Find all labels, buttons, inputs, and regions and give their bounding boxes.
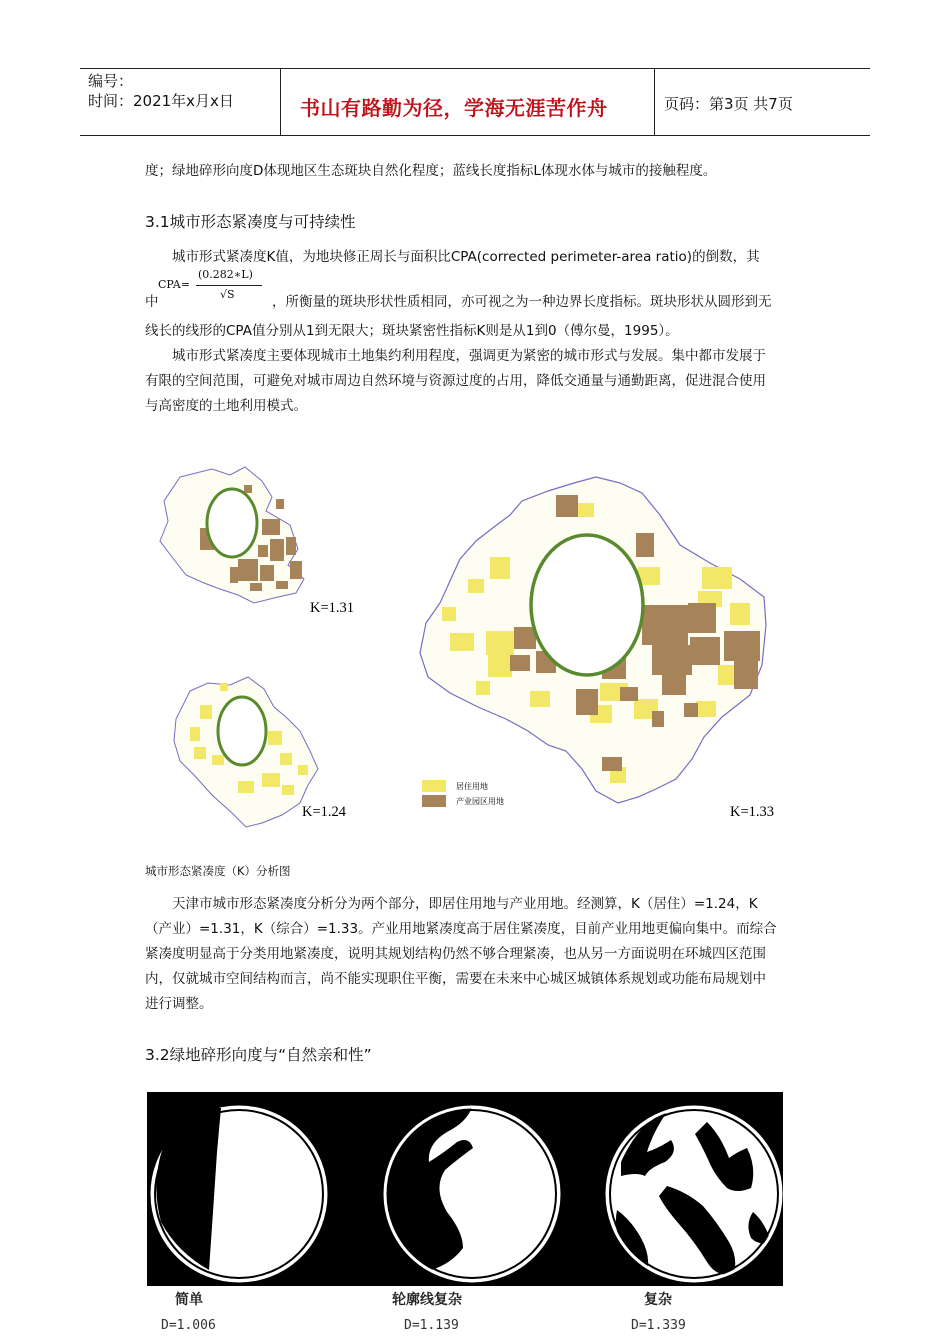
paragraph-line: 有限的空间范围，可避免对城市周边自然环境与资源过度的占用，降低交通量与通勤距离，促进混合使用 xyxy=(145,373,766,389)
map-overall xyxy=(420,477,766,803)
fraction-bar xyxy=(196,285,262,286)
k-value-overall: K=1.33 xyxy=(730,804,775,820)
legend-industrial: 产业园区用地 xyxy=(456,797,504,806)
paragraph-line: 与高密度的土地利用模式。 xyxy=(145,398,307,414)
paragraph-line: ，所衡量的斑块形状性质相同，亦可视之为一种边界长度指标。斑块形状从圆形到无 xyxy=(272,294,772,310)
legend-swatch-industrial xyxy=(422,795,446,807)
fractal-figure xyxy=(147,1092,783,1286)
formula-numerator: (0.282∗L) xyxy=(198,268,253,281)
k-value-residential: K=1.24 xyxy=(302,804,347,820)
fractal-circle-simple xyxy=(152,1107,326,1281)
map-residential xyxy=(174,677,318,827)
fractal-circle-complex xyxy=(607,1107,781,1281)
cpa-formula xyxy=(158,268,268,310)
header-page-info: 页码：第3页 共7页 xyxy=(664,95,793,113)
legend-swatch-residential xyxy=(422,780,446,792)
paragraph-line: 中 xyxy=(145,294,159,310)
paragraph-line: 紧凑度明显高于分类用地紧凑度，说明其规划结构仍然不够合理紧凑，也从另一方面说明在环城四区范围 xyxy=(145,946,766,962)
k-value-industrial: K=1.31 xyxy=(310,600,355,616)
map-industrial xyxy=(160,467,304,603)
paragraph-line: （产业）=1.31，K（综合）=1.33。产业用地紧凑度高于居住紧凑度，目前产业用地更偏向集中。而综合 xyxy=(145,921,777,937)
header-bottom-rule xyxy=(80,135,870,136)
fractal-label: 复杂 xyxy=(644,1292,672,1308)
formula-denominator: √S xyxy=(220,288,235,301)
fractal-label: 轮廓线复杂 xyxy=(392,1292,462,1308)
header-top-rule xyxy=(80,68,870,69)
paragraph-line: 城市形式紧凑度主要体现城市土地集约利用程度，强调更为紧密的城市形式与发展。集中都市发展于 xyxy=(172,348,766,364)
section-title-3-2: 3.2绿地碎形向度与“自然亲和性” xyxy=(145,1046,372,1064)
fractal-label: 简单 xyxy=(175,1292,203,1308)
paragraph-line: 内，仅就城市空间结构而言，尚不能实现职住平衡，需要在未来中心城区城镇体系规划或功能布局规划中 xyxy=(145,971,766,987)
paragraph-line: 线长的线形的CPA值分别从1到无限大；斑块紧密性指标K则是从1到0（傅尔曼，1995）。 xyxy=(145,323,679,339)
header-time: 时间：2021年x月x日 xyxy=(88,92,234,110)
paragraph-line: 城市形式紧凑度K值，为地块修正周长与面积比CPA(corrected perimeter-area ratio)的倒数，其 xyxy=(172,249,760,265)
section-title-3-1: 3.1城市形态紧凑度与可持续性 xyxy=(145,213,356,231)
compactness-figure xyxy=(150,455,790,835)
legend-residential: 居住用地 xyxy=(456,782,488,791)
fractal-d-value: D=1.139 xyxy=(404,1318,459,1333)
fractal-d-value: D=1.339 xyxy=(631,1318,686,1333)
header-divider xyxy=(654,68,655,135)
paragraph-line: 进行调整。 xyxy=(145,996,213,1012)
formula-lhs: CPA= xyxy=(158,278,190,291)
fractal-circle-contour xyxy=(385,1107,559,1281)
fractal-d-value: D=1.006 xyxy=(161,1318,216,1333)
intro-text: 度；绿地碎形向度D体现地区生态斑块自然化程度；蓝线长度指标L体现水体与城市的接触程度。 xyxy=(145,163,717,179)
header-number: 编号： xyxy=(88,72,134,90)
paragraph-line: 天津市城市形态紧凑度分析分为两个部分，即居住用地与产业用地。经测算，K（居住）=1.24，K xyxy=(172,896,758,912)
header-motto: 书山有路勤为径，学海无涯苦作舟 xyxy=(300,96,608,120)
header-divider xyxy=(280,68,281,135)
figure-caption: 城市形态紧凑度（K）分析图 xyxy=(145,864,291,878)
